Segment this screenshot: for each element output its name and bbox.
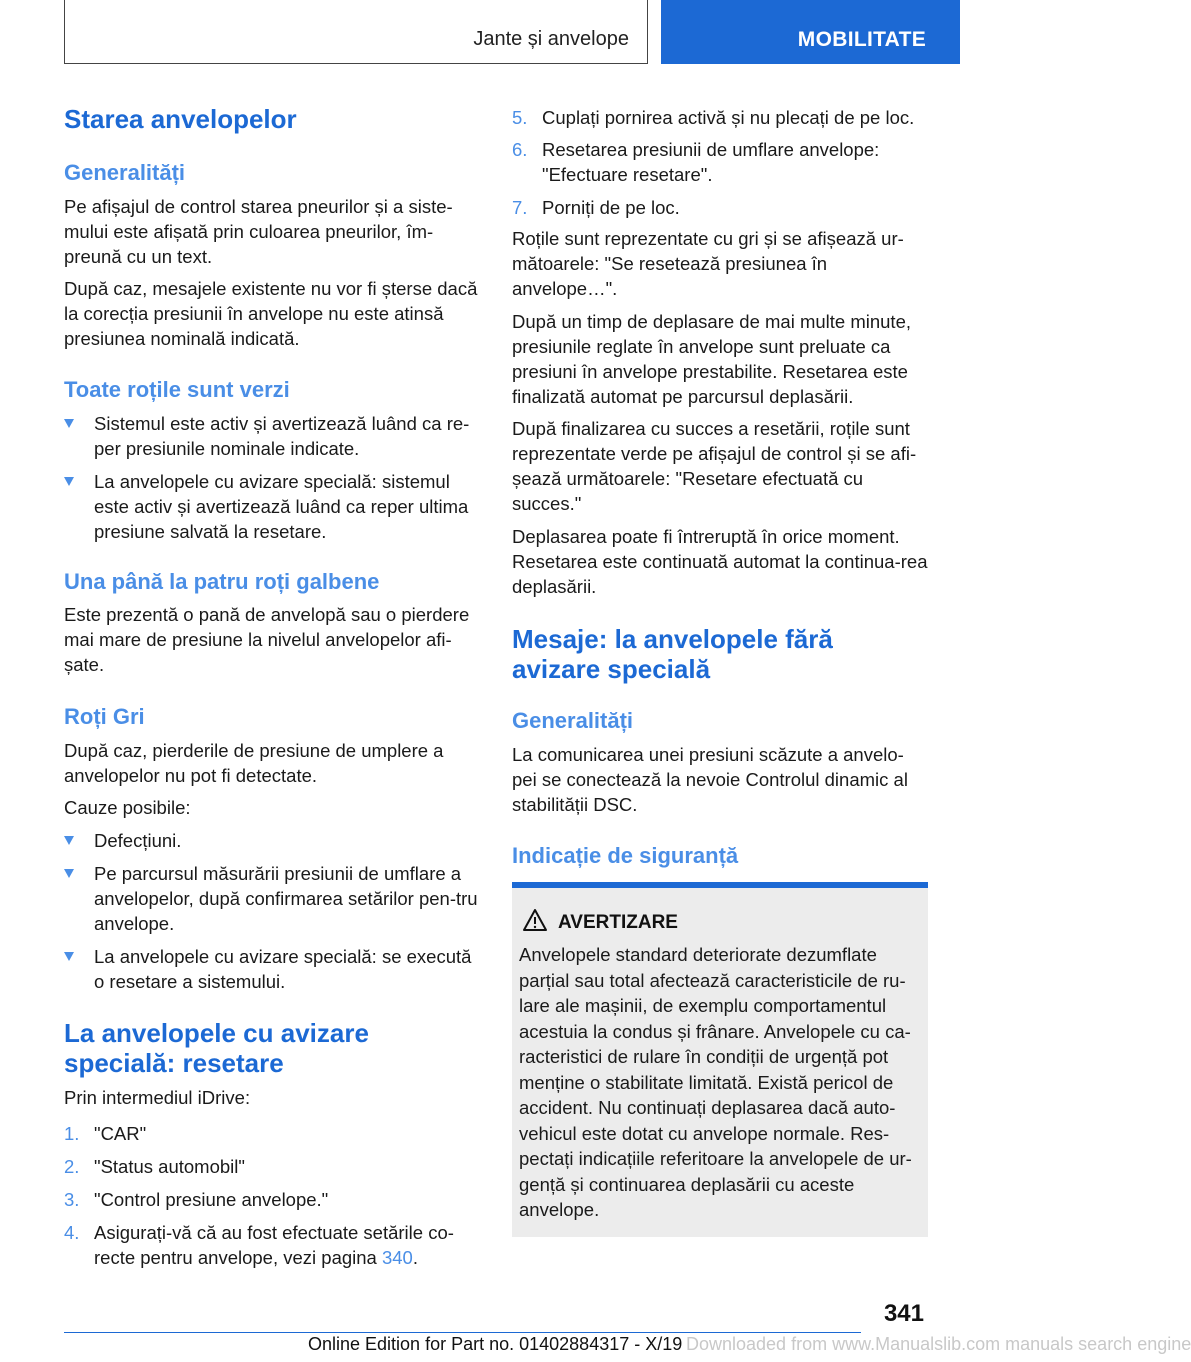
messages-general-heading: Generalități xyxy=(512,708,634,733)
page-title: Starea anvelopelor xyxy=(64,104,297,134)
list-item: Sistemul este activ și avertizează luând ca re-per presiunile nominale indicate. xyxy=(64,411,478,461)
safety-heading: Indicație de siguranță xyxy=(512,843,739,868)
step-item: 1. "CAR" xyxy=(64,1123,147,1144)
warning-text: Anvelopele standard deteriorate dezumflate parțial sau total afectează caracteristicile de ru-lare ale mașinii, de exemplu comportamentul acestuia la condus și frânare. Anvelopele cu ca-racteristici de rulare în condiții de urgență pot menține o stabilitate limitată. Există pericol de accident. Nu continuați deplasarea dacă auto-vehicul este dotat cu anvelope normale. Res-pectați indicațiile referitoare la anvelopele de ur-gență și continuarea deplasării cu aceste anvelope. xyxy=(519,944,912,1220)
step-item: 5. Cuplați pornirea activă și nu plecați de pe loc. xyxy=(512,107,915,128)
warning-box xyxy=(512,882,928,1237)
yellow-paragraph: Este prezentă o pană de anvelopă sau o pierdere mai mare de presiune la nivelul anvelopelor afi-șate. xyxy=(64,604,470,675)
bullet-triangle-icon xyxy=(64,836,74,845)
warning-triangle-icon xyxy=(522,908,548,932)
step-item: 7. Porniți de pe loc. xyxy=(512,197,680,218)
general-paragraph-2: După caz, mesajele existente nu vor fi șterse dacă la corecția presiunii în anvelope nu este atinsă presiunea nominală indicată. xyxy=(64,278,478,349)
yellow-wheels-heading: Una până la patru roți galbene xyxy=(64,569,380,594)
page-number: 341 xyxy=(883,1300,924,1327)
reset-section-title: La anvelopele cu avizare specială: resetare xyxy=(64,1018,369,1078)
messages-section-title: Mesaje: la anvelopele fără avizare specială xyxy=(512,624,833,684)
bullet-triangle-icon xyxy=(64,419,74,428)
warning-title: AVERTIZARE xyxy=(558,912,678,933)
header-chapter-tab xyxy=(661,0,960,64)
general-heading: Generalități xyxy=(64,160,186,185)
edition-note: Online Edition for Part no. 01402884317 - X/19 xyxy=(308,1334,683,1354)
list-item: La anvelopele cu avizare specială: se execută o resetare a sistemului. xyxy=(64,944,478,994)
grey-paragraph-1: După caz, pierderile de presiune de umplere a anvelopelor nu pot fi detectate. xyxy=(64,740,444,786)
warning-top-bar xyxy=(512,882,928,888)
reset-paragraph-3: După finalizarea cu succes a resetării, roțile sunt reprezentate verde pe afișajul de control și se afi-șează următoarele: "Resetare efectuată cu succes." xyxy=(512,418,917,514)
step-item: 2. "Status automobil" xyxy=(64,1156,245,1177)
general-paragraph-1: Pe afișajul de control starea pneurilor și a siste-mului este afișată prin culoarea pneurilor, îm-preună cu un text. xyxy=(64,196,453,267)
green-wheels-heading: Toate roțile sunt verzi xyxy=(64,377,290,402)
reset-intro: Prin intermediul iDrive: xyxy=(64,1087,251,1108)
bullet-triangle-icon xyxy=(64,869,74,878)
reset-paragraph-4: Deplasarea poate fi întreruptă în orice moment. Resetarea este continuată automat la continua-rea deplasării. xyxy=(512,526,928,597)
reset-paragraph-1: Roțile sunt reprezentate cu gri și se afișează ur-mătoarele: "Se resetează presiunea în anvelope…". xyxy=(512,228,904,299)
list-item: La anvelopele cu avizare specială: sistemul este activ și avertizează luând ca reper ultima presiune salvată la resetare. xyxy=(64,469,478,544)
header-section-box xyxy=(64,0,648,64)
watermark-text: Downloaded from www.Manualslib.com manuals search engine xyxy=(686,1334,1191,1354)
step-item: 4. Asigurați-vă că au fost efectuate setările co-recte pentru anvelope, vezi pagina 340. xyxy=(64,1222,454,1268)
list-item: Pe parcursul măsurării presiunii de umflare a anvelopelor, după confirmarea setărilor pen-tru anvelope. xyxy=(64,861,478,936)
footer-divider xyxy=(64,1332,861,1333)
bullet-triangle-icon xyxy=(64,477,74,486)
header-chapter-title: MOBILITATE xyxy=(797,28,926,51)
reset-paragraph-2: După un timp de deplasare de mai multe minute, presiunile reglate în anvelope sunt preluate ca presiuni în anvelope prestabilite. Resetarea este finalizată automat pe parcursul deplasării. xyxy=(512,311,911,407)
messages-general-paragraph: La comunicarea unei presiuni scăzute a anvelo-pei se conectează la nevoie Controlul dinamic al stabilității DSC. xyxy=(512,744,908,815)
step-item: 6. Resetarea presiunii de umflare anvelope: "Efectuare resetare". xyxy=(512,139,880,185)
header-section-title: Jante și anvelope xyxy=(473,28,629,50)
bullet-triangle-icon xyxy=(64,952,74,961)
page-reference-link[interactable]: 340 xyxy=(381,1247,413,1268)
grey-wheels-heading: Roți Gri xyxy=(64,704,145,729)
step-item: 3. "Control presiune anvelope." xyxy=(64,1189,329,1210)
list-item: Defecțiuni. xyxy=(64,828,478,853)
grey-paragraph-2: Cauze posibile: xyxy=(64,797,191,818)
